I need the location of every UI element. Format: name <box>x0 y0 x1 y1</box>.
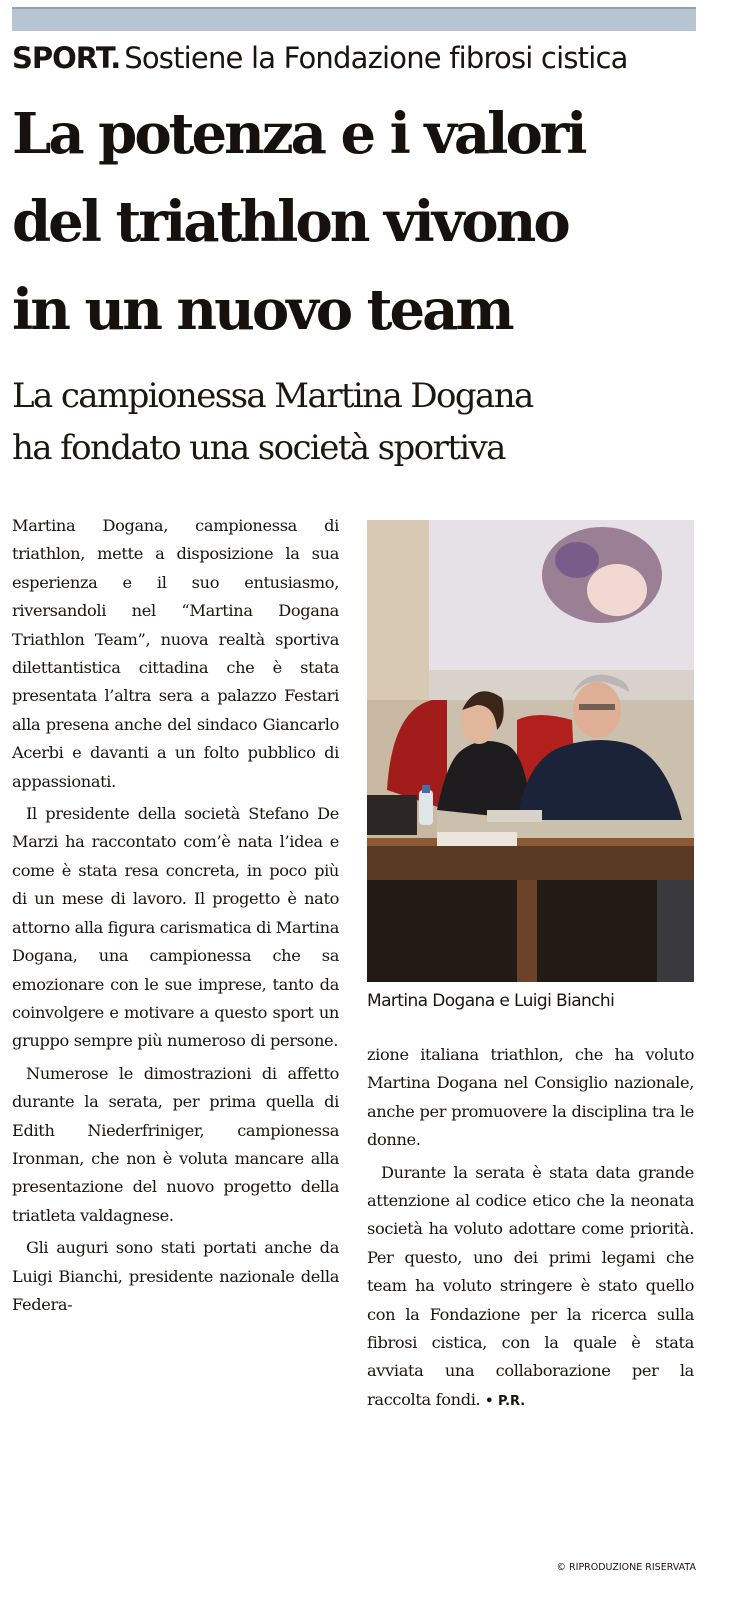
headline-line: in un nuovo team <box>12 277 512 343</box>
author-byline: • P.R. <box>485 1393 526 1409</box>
article-photo <box>367 520 694 982</box>
paragraph: Numerose le dimostrazioni di affetto durante la serata, per prima quella di Edith Niederfriniger, campionessa Ironman, che non è voluta mancare alla presentazione del nuovo progetto della triatleta valdagnese. <box>12 1063 339 1225</box>
paragraph: Il presidente della società Stefano De Marzi ha raccontato com’è nata l’idea e come è stata resa concreta, in poco più di un mese di lavoro. Il progetto è nato attorno alla figura carismatica di Martina Dogana, una campionessa che sa emozionare con le sue imprese, tanto da coinvolgere e motivare a questo sport un gruppo sempre più numeroso di persone. <box>12 804 339 1051</box>
copyright-notice: © RIPRODUZIONE RISERVATA <box>556 1562 696 1573</box>
subhead-line: ha fondato una società sportiva <box>12 428 505 468</box>
kicker <box>12 40 712 76</box>
paragraph: Martina Dogana, campionessa di triathlon, mette a disposizione la sua esperienza e il suo entusiasmo, riversandoli nel “Martina Dogana Triathlon Team”, nuova realtà sportiva dilettantistica cittadina che è stata presentata l’altra sera a palazzo Festari alla presena anche del sindaco Giancarlo Acerbi e davanti a un folto pubblico di appassionati. <box>12 516 339 791</box>
subhead-line: La campionessa Martina Dogana <box>12 376 533 416</box>
subheadline <box>12 370 712 474</box>
section-color-bar <box>12 7 696 31</box>
headline <box>12 90 712 354</box>
paragraph <box>367 1159 694 1417</box>
article-column-left <box>12 512 339 1319</box>
photo-illustration <box>367 520 694 982</box>
article-column-right <box>367 1041 694 1416</box>
headline-line: La potenza e i valori <box>12 101 585 167</box>
kicker-text: Sostiene la Fondazione fibrosi cistica <box>124 41 628 75</box>
photo-caption: Martina Dogana e Luigi Bianchi <box>367 991 615 1011</box>
paragraph: Gli auguri sono stati portati anche da Luigi Bianchi, presidente nazionale della Federa- <box>12 1238 339 1314</box>
headline-line: del triathlon vivono <box>12 189 568 255</box>
section-label: SPORT. <box>12 41 121 75</box>
paragraph-text: Durante la serata è stata data grande attenzione al codice etico che la neonata società ha voluto adottare come priorità. Per questo, uno dei primi legami che team ha voluto stringere è stato quello con la Fondazione per la ricerca sulla fibrosi cistica, con la quale è stata avviata una collaborazione per la raccolta fondi. <box>367 1162 694 1409</box>
paragraph: zione italiana triathlon, che ha voluto Martina Dogana nel Consiglio nazionale, anche per promuovere la disciplina tra le donne. <box>367 1045 694 1150</box>
